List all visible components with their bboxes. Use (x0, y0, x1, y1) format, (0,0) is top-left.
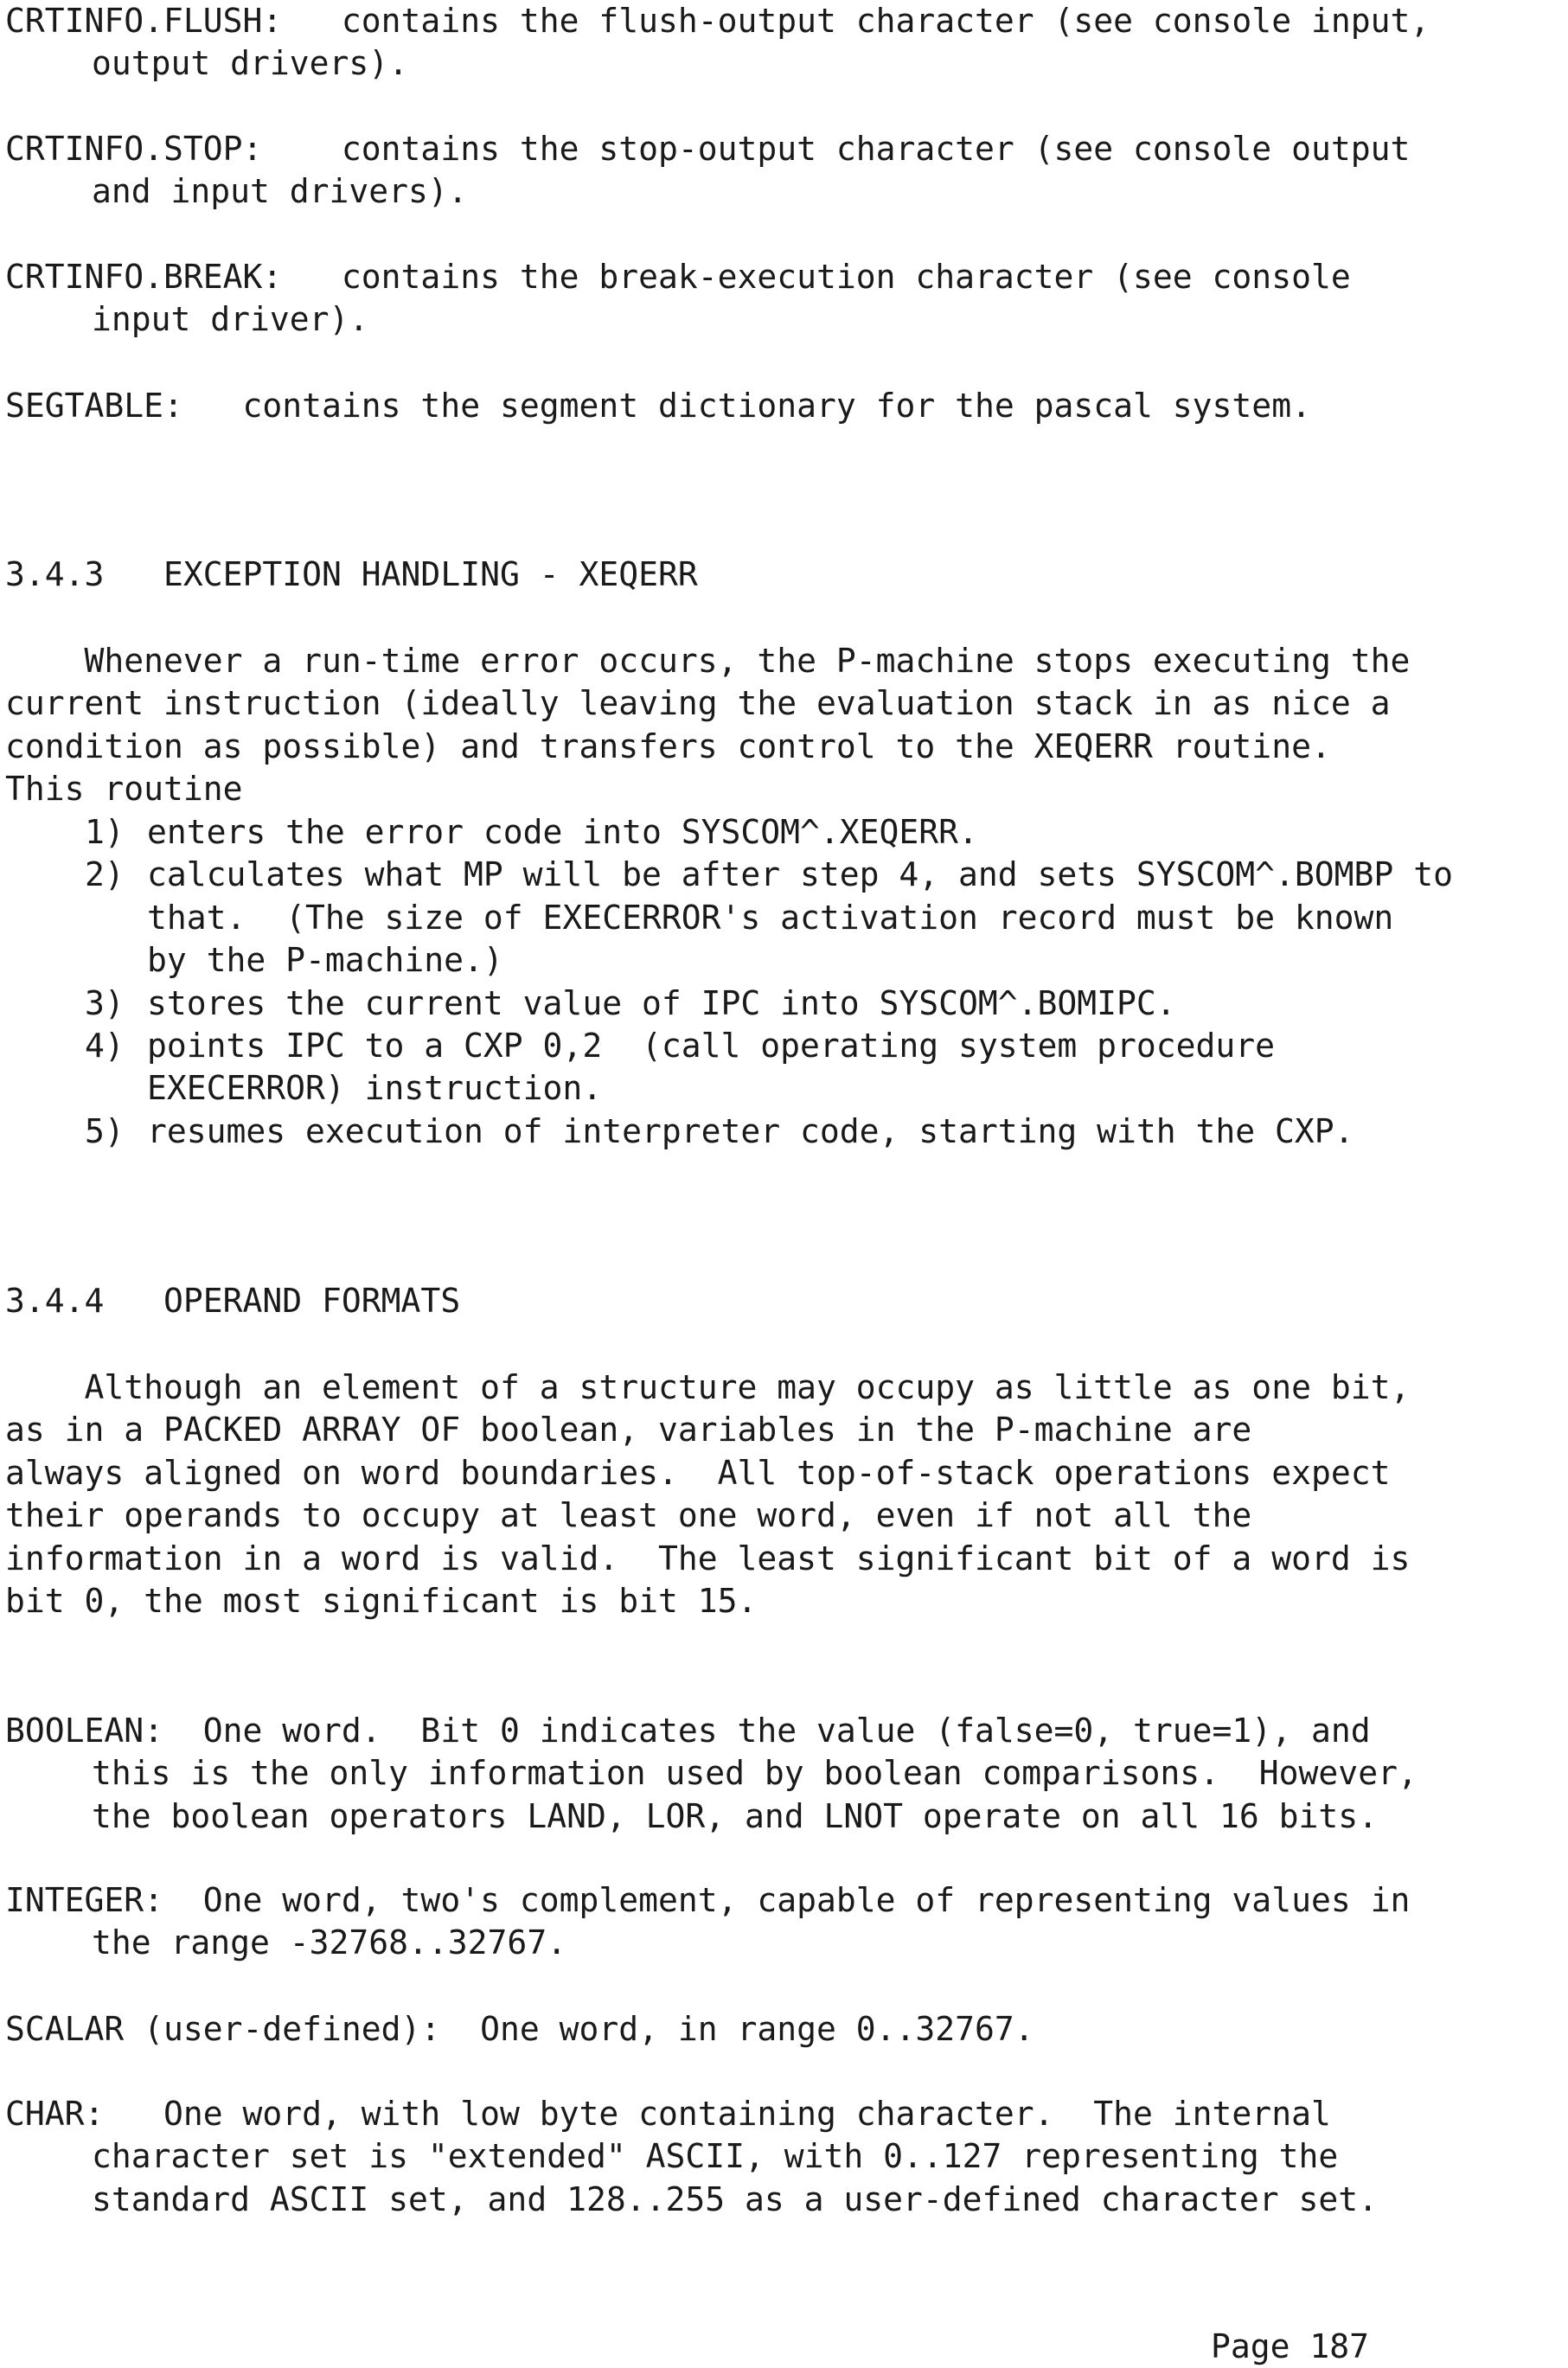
list-item (85, 854, 1564, 982)
step-line: calculates what MP will be after step 4, and sets SYSCOM^.BOMBP to (147, 855, 1453, 894)
def-scalar (5, 2008, 1562, 2051)
list-item (85, 982, 1564, 1025)
paragraph-line: This routine (5, 770, 243, 809)
def-line: CRTINFO.BREAK: contains the break-execution character (see console (5, 258, 1351, 296)
page-number: Page 187 (1211, 2327, 1370, 2365)
def-line: CHAR: One word, with low byte containing character. The internal (5, 2095, 1331, 2133)
step-number: 3) (85, 983, 125, 1022)
paragraph-line: Although an element of a structure may occupy as little as one bit, (5, 1368, 1411, 1406)
step-number: 4) (85, 1027, 125, 1066)
step-line: by the P-machine.) (147, 941, 503, 980)
def-line: BOOLEAN: One word. Bit 0 indicates the value (false=0, true=1), and (5, 1712, 1371, 1750)
paragraph-line: as in a PACKED ARRAY OF boolean, variables in the P-machine are (5, 1411, 1252, 1450)
step-line: stores the current value of IPC into SYSCOM^.BOMIPC. (147, 983, 1176, 1022)
step-line: that. (The size of EXECERROR's activation record must be known (147, 898, 1394, 937)
step-line: EXECERROR) instruction. (147, 1069, 603, 1108)
section-heading-3-4-3: 3.4.3 EXCEPTION HANDLING - XEQERR (5, 555, 698, 593)
def-line: the boolean operators LAND, LOR, and LNOT operate on all 16 bits. (92, 1796, 1379, 1835)
paragraph-line: bit 0, the most significant is bit 15. (5, 1582, 758, 1621)
def-line: the range -32768..32767. (92, 1923, 567, 1962)
section-intro-paragraph (5, 1366, 1562, 1622)
def-line: character set is "extended" ASCII, with 0..127 representing the (92, 2137, 1339, 2176)
def-boolean (5, 1710, 1562, 1838)
paragraph-line: condition as possible) and transfers control to the XEQERR routine. (5, 726, 1331, 765)
def-line: SCALAR (user-defined): One word, in range 0..32767. (5, 2010, 1034, 2048)
def-line: CRTINFO.STOP: contains the stop-output character (see console output (5, 130, 1411, 168)
step-number: 1) (85, 813, 125, 851)
def-crtinfo-break (5, 256, 1562, 342)
section-heading-3-4-4: 3.4.4 OPERAND FORMATS (5, 1282, 461, 1320)
paragraph-line: always aligned on word boundaries. All top-of-stack operations expect (5, 1453, 1391, 1492)
list-item (85, 1025, 1564, 1110)
def-crtinfo-flush (5, 0, 1562, 86)
xeqerr-steps-list (85, 811, 1564, 1153)
paragraph-line: their operands to occupy at least one word, even if not all the (5, 1496, 1252, 1535)
def-line: standard ASCII set, and 128..255 as a user-defined character set. (92, 2179, 1379, 2218)
step-line: points IPC to a CXP 0,2 (call operating system procedure (147, 1027, 1276, 1066)
def-line: output drivers). (92, 44, 409, 83)
step-line: enters the error code into SYSCOM^.XEQERR. (147, 813, 978, 851)
def-integer (5, 1879, 1562, 1965)
def-line: input driver). (92, 300, 369, 339)
def-char (5, 2093, 1562, 2221)
section-intro-paragraph (5, 640, 1562, 811)
step-number: 2) (85, 855, 125, 894)
def-line: CRTINFO.FLUSH: contains the flush-output character (see console input, (5, 2, 1430, 40)
def-segtable (5, 385, 1562, 427)
list-item (85, 1110, 1564, 1153)
paragraph-line: Whenever a run-time error occurs, the P-machine stops executing the (5, 642, 1411, 680)
def-line: INTEGER: One word, two's complement, capable of representing values in (5, 1881, 1411, 1919)
def-crtinfo-stop (5, 128, 1562, 214)
list-item (85, 811, 1564, 854)
def-line: and input drivers). (92, 172, 468, 211)
paragraph-line: current instruction (ideally leaving the evaluation stack in as nice a (5, 684, 1391, 723)
step-line: resumes execution of interpreter code, starting with the CXP. (147, 1111, 1354, 1150)
paragraph-line: information in a word is valid. The least significant bit of a word is (5, 1539, 1411, 1578)
def-line: this is the only information used by boolean comparisons. However, (92, 1754, 1418, 1793)
def-line: SEGTABLE: contains the segment dictionary for the pascal system. (5, 387, 1311, 425)
step-number: 5) (85, 1111, 125, 1150)
